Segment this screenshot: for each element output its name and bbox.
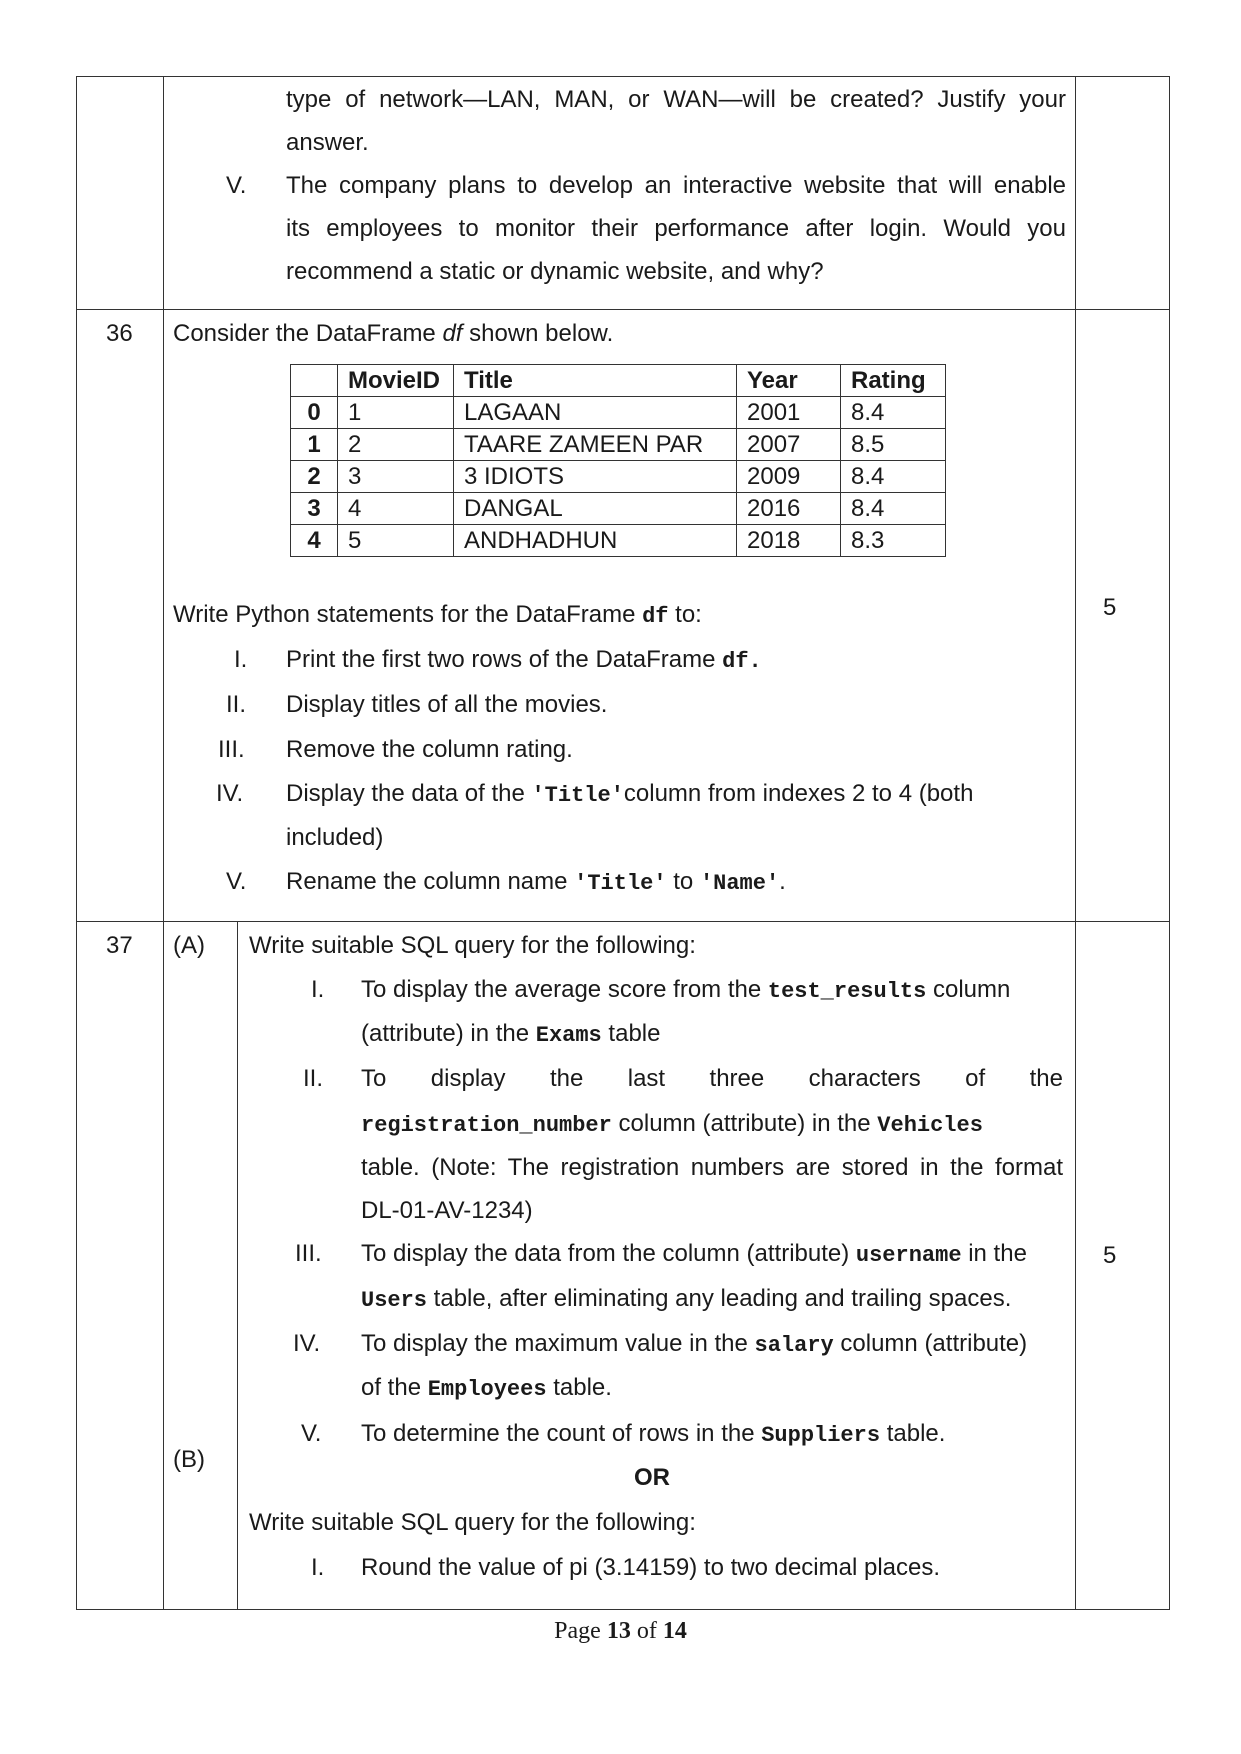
q35-item-v-line2: its employees to monitor their performance after login. Would you [286,215,1066,242]
cell-year: 2009 [737,461,841,493]
page-footer: Page 13 of 14 [554,1618,687,1644]
cell-movieid: 2 [338,429,454,461]
cell-title: 3 IDIOTS [454,461,737,493]
table-row [291,461,946,493]
cell-rating: 8.4 [841,461,946,493]
dataframe-table [290,364,946,557]
cell-title: TAARE ZAMEEN PAR [454,429,737,461]
q35-item-v-line3: recommend a static or dynamic website, and why? [286,258,824,285]
q37-b-item-i: Round the value of pi (3.14159) to two decimal places. [361,1554,941,1581]
cell-title: LAGAAN [454,397,737,429]
row-index: 4 [291,525,338,557]
q36-marks: 5 [1103,594,1117,621]
row-divider-q36 [76,309,1170,310]
cell-movieid: 5 [338,525,454,557]
q37-marks: 5 [1103,1242,1117,1269]
dataframe-header-row [291,365,946,397]
q36-prompt: Write Python statements for the DataFrame df to: [173,601,702,629]
column-divider-number [163,76,164,1610]
q37-a-item-iii-line2: Users table, after eliminating any leading and trailing spaces. [361,1285,1012,1313]
q36-item-iii: Remove the column rating. [286,736,573,763]
row-divider-q37 [76,921,1170,922]
row-index: 0 [291,397,338,429]
q36-item-i-number: I. [234,646,248,673]
column-divider-part [237,921,238,1610]
q35-item-v-line1: The company plans to develop an interactive website that will enable [286,172,1066,199]
cell-title: ANDHADHUN [454,525,737,557]
q37-part-b-label: (B) [173,1446,205,1473]
q36-item-v-number: V. [226,868,247,895]
question-table-frame [76,76,1170,1610]
or-separator: OR [634,1464,670,1491]
row-index: 3 [291,493,338,525]
q36-item-iii-number: III. [218,736,245,763]
q37-part-a-label: (A) [173,932,205,959]
q37-a-item-ii-line3: table. (Note: The registration numbers are stored in the format [361,1154,1063,1181]
column-divider-marks [1075,76,1076,1610]
q36-item-ii-number: II. [226,691,247,718]
cell-movieid: 4 [338,493,454,525]
cell-rating: 8.4 [841,493,946,525]
q35-line1: type of network—LAN, MAN, or WAN—will be created? Justify your [286,86,1066,113]
q36-item-iv-number: IV. [216,780,244,807]
q35-line2: answer. [286,129,369,156]
cell-rating: 8.3 [841,525,946,557]
q37-a-item-ii-line1: To display the last three characters of the [361,1065,1063,1092]
cell-rating: 8.5 [841,429,946,461]
cell-rating: 8.4 [841,397,946,429]
cell-year: 2001 [737,397,841,429]
q37-a-item-i-number: I. [311,976,325,1003]
q37-a-item-ii-line2: registration_number column (attribute) in the Vehicles [361,1110,983,1138]
q37-a-item-iv-line2: of the Employees table. [361,1374,612,1402]
row-index: 1 [291,429,338,461]
q37-a-item-ii-number: II. [303,1065,324,1092]
table-row [291,525,946,557]
header-index [291,365,338,397]
cell-year: 2016 [737,493,841,525]
q37-number: 37 [106,932,133,959]
q37-b-prompt: Write suitable SQL query for the following: [249,1509,696,1536]
row-index: 2 [291,461,338,493]
q36-item-i: Print the first two rows of the DataFrame df. [286,646,762,674]
q36-item-ii: Display titles of all the movies. [286,691,608,718]
cell-movieid: 3 [338,461,454,493]
q37-a-prompt: Write suitable SQL query for the following: [249,932,696,959]
q37-a-item-i-line2: (attribute) in the Exams table [361,1020,661,1048]
q37-a-item-v-number: V. [301,1420,322,1447]
q35-item-v-number: V. [226,172,247,199]
q37-a-item-v: To determine the count of rows in the Suppliers table. [361,1420,946,1448]
q36-item-iv-line2: included) [286,824,384,851]
cell-title: DANGAL [454,493,737,525]
table-row [291,429,946,461]
header-rating: Rating [841,365,946,397]
q37-a-item-iv-line1: To display the maximum value in the salary column (attribute) [361,1330,1028,1358]
header-year: Year [737,365,841,397]
q36-intro: Consider the DataFrame df shown below. [173,320,614,347]
q36-item-v: Rename the column name 'Title' to 'Name'. [286,868,786,896]
q37-a-item-i-line1: To display the average score from the test_results column [361,976,1011,1004]
header-title: Title [454,365,737,397]
table-row [291,493,946,525]
q37-a-item-iii-number: III. [295,1240,322,1267]
cell-movieid: 1 [338,397,454,429]
q37-a-item-ii-line4: DL-01-AV-1234) [361,1197,533,1224]
cell-year: 2007 [737,429,841,461]
q37-b-item-i-number: I. [311,1554,325,1581]
q37-a-item-iv-number: IV. [293,1330,321,1357]
cell-year: 2018 [737,525,841,557]
q36-item-iv-line1: Display the data of the 'Title'column from indexes 2 to 4 (both [286,780,974,808]
table-row [291,397,946,429]
header-movieid: MovieID [338,365,454,397]
q37-a-item-iii-line1: To display the data from the column (attribute) username in the [361,1240,1027,1268]
q36-number: 36 [106,320,133,347]
